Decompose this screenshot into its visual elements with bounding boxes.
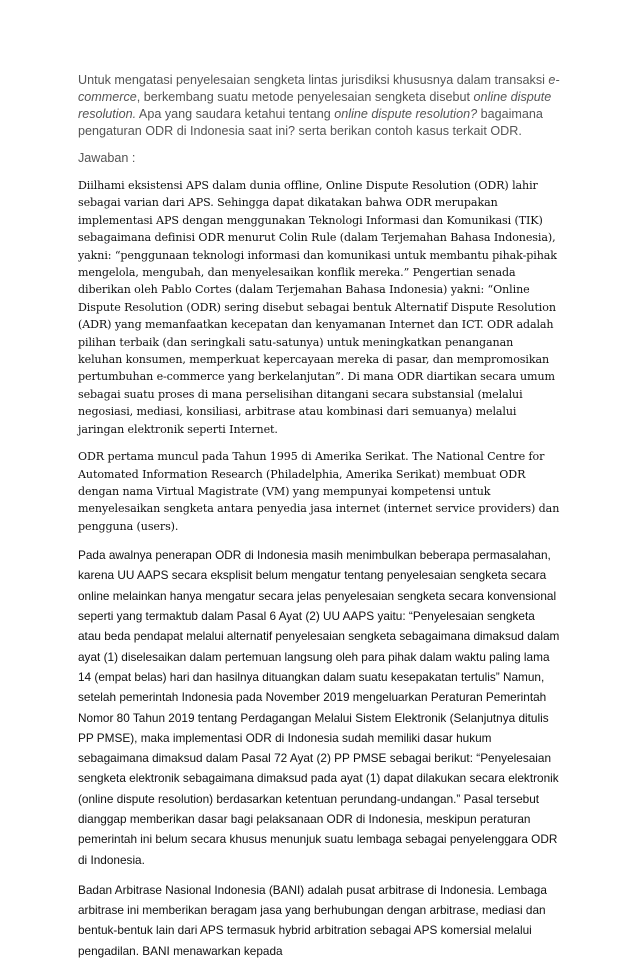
- question-emphasis-ecommerce: e-commerce: [78, 73, 560, 104]
- paragraph-odr-indonesia: Pada awalnya penerapan ODR di Indonesia masih menimbulkan beberapa permasalahan, karena UU AAPS secara eksplisit belum mengatur tentang penyelesaian sengketa secara online melainkan hanya mengatur secara jelas penyelesaian sengketa secara konvensional seperti yang termaktub dalam Pasal 6 Ayat (2) UU AAPS yaitu: “Penyelesaian sengketa atau beda pendapat melalui alternatif penyelesaian sengketa sebagaimana dimaksud dalam ayat (1) diselesaikan dalam pertemuan langsung oleh para pihak dalam waktu paling lama 14 (empat belas) hari dan hasilnya dituangkan dalam suatu kesepakatan tertulis” Namun, setelah pemerintah Indonesia pada November 2019 mengeluarkan Peraturan Pemerintah Nomor 80 Tahun 2019 tentang Perdagangan Melalui Sistem Elektronik (Selanjutnya ditulis PP PMSE), maka implementasi ODR di Indonesia sudah memiliki dasar hukum sebagaimana dimaksud dalam Pasal 72 Ayat (2) PP PMSE sebagai berikut: “Penyelesaian sengketa elektronik sebagaimana dimaksud pada ayat (1) dapat dilakukan secara elektronik (online dispute resolution) berdasarkan ketentuan perundang-undangan.” Pasal tersebut dianggap memberikan dasar bagi pelaksanaan ODR di Indonesia, meskipun peraturan pemerintah ini belum secara khusus menunjuk suatu lembaga sebagai penyelenggara ODR di Indonesia.: [78, 548, 560, 867]
- paragraph-bani: Badan Arbitrase Nasional Indonesia (BANI) adalah pusat arbitrase di Indonesia. Lembaga arbitrase ini memberikan beragam jasa yang berhubungan dengan arbitrase, mediasi dan bentuk-bentuk lain dari APS termasuk hybrid arbitration sebagai APS komersial melalui pengadilan. BANI menawarkan kepada: [78, 882, 547, 958]
- answer-label: Jawaban :: [78, 151, 136, 165]
- question-text-4: bagaimana pengaturan ODR di Indonesia saat ini? serta berikan contoh kasus terkait ODR.: [78, 107, 543, 138]
- question-emphasis-odr-2: online dispute resolution?: [334, 107, 478, 121]
- question-text-3: Apa yang saudara ketahui tentang: [136, 107, 335, 121]
- paragraph-odr-history: ODR pertama muncul pada Tahun 1995 di Amerika Serikat. The National Centre for Automated Information Research (Philadelphia, Amerika Serikat) membuat ODR dengan nama Virtual Magistrate (VM) yang mempunyai kompetensi untuk menyelesaikan sengketa antara penyedia jasa internet (internet service providers) dan pengguna (users).: [78, 450, 560, 533]
- question-text-1: Untuk mengatasi penyelesaian sengketa lintas jurisdiksi khususnya dalam transaksi: [78, 73, 549, 87]
- question-paragraph: [78, 72, 560, 140]
- question-text-2: , berkembang suatu metode penyelesaian sengketa disebut: [136, 90, 474, 104]
- question-emphasis-odr-1: online dispute resolution.: [78, 90, 552, 121]
- paragraph-odr-definition: Diilhami eksistensi APS dalam dunia offline, Online Dispute Resolution (ODR) lahir sebagai varian dari APS. Sehingga dapat dikatakan bahwa ODR merupakan implementasi APS dengan menggunakan Teknologi Informasi dan Komunikasi (TIK) sebagaimana definisi ODR menurut Colin Rule (dalam Terjemahan Bahasa Indonesia), yakni: “penggunaan teknologi informasi dan komunikasi untuk membantu pihak-pihak mengelola, mengubah, dan menyelesaikan konflik mereka.” Pengertian senada diberikan oleh Pablo Cortes (dalam Terjemahan Bahasa Indonesia) yakni: “Online Dispute Resolution (ODR) sering disebut sebagai bentuk Alternatif Dispute Resolution (ADR) yang memanfaatkan kecepatan dan kenyamanan Internet dan ICT. ODR adalah pilihan terbaik (dan seringkali satu-satunya) untuk meningkatkan penanganan keluhan konsumen, memperkuat kepercayaan mereka di pasar, dan mempromosikan pertumbuhan e-commerce yang berkelanjutan”. Di mana ODR diartikan secara umum sebagai suatu proses di mana perselisihan ditangani secara substansial (melalui negosiasi, mediasi, konsiliasi, arbitrase atau kombinasi dari semuanya) melalui jaringan elektronik seperti Internet.: [78, 179, 557, 436]
